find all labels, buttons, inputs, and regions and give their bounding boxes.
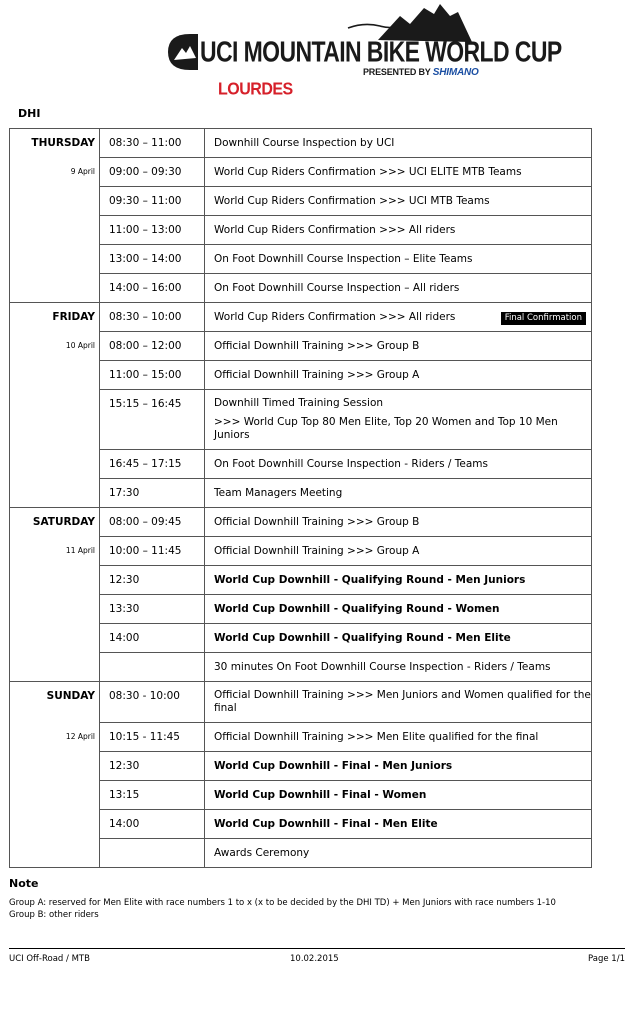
activity-cell <box>205 390 592 450</box>
time-cell <box>100 303 205 332</box>
activity-cell <box>205 245 592 274</box>
time-cell <box>100 158 205 187</box>
day-cell <box>10 361 100 390</box>
schedule-row <box>10 158 592 187</box>
time-text: 08:30 - 10:00 <box>109 690 180 702</box>
time-cell <box>100 653 205 682</box>
time-text: 12:30 <box>109 760 140 772</box>
day-cell <box>10 508 100 537</box>
activity-cell <box>205 752 592 781</box>
schedule-row <box>10 566 592 595</box>
time-text: 15:15 – 16:45 <box>109 398 182 410</box>
note-line-group-a: Group A: reserved for Men Elite with race numbers 1 to x (x to be decided by the DHI TD) + Men Juniors with race numbers 1-10 <box>9 898 556 908</box>
day-date: 12 April <box>65 731 95 741</box>
footer-left: UCI Off-Road / MTB <box>9 954 90 964</box>
day-name: SUNDAY <box>46 690 95 702</box>
day-name: FRIDAY <box>52 311 95 323</box>
logo-city: LOURDES <box>218 80 293 99</box>
time-cell <box>100 723 205 752</box>
note-title: Note <box>9 877 39 890</box>
final-confirmation-badge: Final Confirmation <box>501 312 586 325</box>
schedule-row <box>10 810 592 839</box>
activity-cell <box>205 839 592 868</box>
time-cell <box>100 682 205 723</box>
schedule-row <box>10 682 592 723</box>
day-cell <box>10 129 100 158</box>
schedule-table <box>9 128 592 868</box>
schedule-row <box>10 624 592 653</box>
time-text: 08:00 – 12:00 <box>109 340 182 352</box>
time-cell <box>100 390 205 450</box>
activity-text: Downhill Timed Training Session <box>214 397 384 409</box>
activity-cell <box>205 332 592 361</box>
footer-divider <box>9 948 625 949</box>
time-cell <box>100 595 205 624</box>
activity-cell <box>205 653 592 682</box>
activity-cell <box>205 723 592 752</box>
time-text: 08:30 – 11:00 <box>109 137 182 149</box>
activity-text: World Cup Downhill - Final - Men Elite <box>214 818 438 830</box>
time-cell <box>100 537 205 566</box>
day-cell <box>10 723 100 752</box>
day-date: 11 April <box>65 545 95 555</box>
time-text: 11:00 – 13:00 <box>109 224 182 236</box>
schedule-row <box>10 537 592 566</box>
activity-text: Official Downhill Training >>> Group A <box>214 545 420 557</box>
time-text: 12:30 <box>109 574 140 586</box>
time-text: 14:00 <box>109 632 140 644</box>
time-cell <box>100 274 205 303</box>
sponsor-name: SHIMANO <box>432 67 479 78</box>
activity-text: On Foot Downhill Course Inspection – Elite Teams <box>214 253 473 265</box>
time-cell <box>100 781 205 810</box>
time-text: 11:00 – 15:00 <box>109 369 182 381</box>
time-cell <box>100 479 205 508</box>
activity-cell <box>205 216 592 245</box>
logo-title: UCI MOUNTAIN BIKE WORLD CUP <box>200 35 562 68</box>
time-text: 13:00 – 14:00 <box>109 253 182 265</box>
schedule-row <box>10 245 592 274</box>
schedule-row <box>10 653 592 682</box>
day-date: 9 April <box>70 166 95 176</box>
activity-text: World Cup Riders Confirmation >>> UCI ELITE MTB Teams <box>214 166 522 178</box>
schedule-row <box>10 752 592 781</box>
note-line-group-b: Group B: other riders <box>9 910 99 920</box>
time-text: 10:00 – 11:45 <box>109 545 182 557</box>
time-cell <box>100 839 205 868</box>
activity-cell <box>205 624 592 653</box>
activity-text: On Foot Downhill Course Inspection - Riders / Teams <box>214 458 488 470</box>
time-cell <box>100 245 205 274</box>
time-text: 08:00 – 09:45 <box>109 516 182 528</box>
schedule-row <box>10 390 592 450</box>
day-cell <box>10 537 100 566</box>
activity-cell <box>205 274 592 303</box>
time-cell <box>100 566 205 595</box>
time-text: 13:30 <box>109 603 140 615</box>
time-cell <box>100 216 205 245</box>
activity-text: World Cup Downhill - Qualifying Round - Women <box>214 603 500 615</box>
schedule-row <box>10 781 592 810</box>
day-cell <box>10 390 100 450</box>
day-cell <box>10 752 100 781</box>
logo-presented-by <box>363 67 479 78</box>
time-cell <box>100 810 205 839</box>
activity-text: Team Managers Meeting <box>214 487 343 499</box>
schedule-row <box>10 508 592 537</box>
time-text: 17:30 <box>109 487 140 499</box>
time-text: 14:00 – 16:00 <box>109 282 182 294</box>
day-cell <box>10 653 100 682</box>
time-text <box>109 653 204 681</box>
day-cell <box>10 595 100 624</box>
activity-cell <box>205 595 592 624</box>
activity-cell <box>205 682 592 723</box>
activity-text: World Cup Downhill - Qualifying Round - Men Elite <box>214 632 511 644</box>
day-cell <box>10 682 100 723</box>
activity-text: World Cup Riders Confirmation >>> All riders <box>214 224 456 236</box>
schedule-row <box>10 274 592 303</box>
activity-subtext: >>> World Cup Top 80 Men Elite, Top 20 Women and Top 10 Men Juniors <box>214 416 558 441</box>
activity-cell <box>205 810 592 839</box>
day-cell <box>10 158 100 187</box>
day-cell <box>10 245 100 274</box>
time-text: 09:00 – 09:30 <box>109 166 182 178</box>
day-name: THURSDAY <box>31 137 95 149</box>
activity-cell <box>205 303 592 332</box>
schedule-row <box>10 129 592 158</box>
time-text: 14:00 <box>109 818 140 830</box>
time-cell <box>100 624 205 653</box>
activity-text: On Foot Downhill Course Inspection – All riders <box>214 282 460 294</box>
day-cell <box>10 479 100 508</box>
activity-text: Downhill Course Inspection by UCI <box>214 137 395 149</box>
schedule-row <box>10 216 592 245</box>
time-text: 16:45 – 17:15 <box>109 458 182 470</box>
activity-text: World Cup Downhill - Final - Men Juniors <box>214 760 453 772</box>
activity-text: World Cup Riders Confirmation >>> UCI MTB Teams <box>214 195 490 207</box>
day-date: 10 April <box>65 340 95 350</box>
schedule-row <box>10 839 592 868</box>
activity-text: Official Downhill Training >>> Group B <box>214 516 420 528</box>
time-text: 09:30 – 11:00 <box>109 195 182 207</box>
schedule-row <box>10 450 592 479</box>
activity-text: Official Downhill Training >>> Group A <box>214 369 420 381</box>
activity-cell <box>205 361 592 390</box>
day-cell <box>10 450 100 479</box>
day-cell <box>10 839 100 868</box>
day-cell <box>10 810 100 839</box>
activity-text: Official Downhill Training >>> Group B <box>214 340 420 352</box>
schedule-row <box>10 187 592 216</box>
activity-text: Official Downhill Training >>> Men Juniors and Women qualified for the final <box>214 689 591 714</box>
schedule-row <box>10 595 592 624</box>
time-cell <box>100 450 205 479</box>
time-cell <box>100 508 205 537</box>
activity-text: 30 minutes On Foot Downhill Course Inspection - Riders / Teams <box>214 661 551 673</box>
day-cell <box>10 624 100 653</box>
activity-text: World Cup Downhill - Final - Women <box>214 789 427 801</box>
day-cell <box>10 566 100 595</box>
time-cell <box>100 752 205 781</box>
time-cell <box>100 361 205 390</box>
schedule-row <box>10 723 592 752</box>
activity-cell <box>205 129 592 158</box>
section-title: DHI <box>18 107 41 120</box>
activity-text: World Cup Riders Confirmation >>> All riders <box>214 311 456 323</box>
footer-page-number: Page 1/1 <box>588 954 625 964</box>
day-cell <box>10 781 100 810</box>
time-cell <box>100 332 205 361</box>
activity-cell <box>205 450 592 479</box>
day-cell <box>10 274 100 303</box>
activity-cell <box>205 508 592 537</box>
schedule-row <box>10 361 592 390</box>
time-cell <box>100 129 205 158</box>
time-cell <box>100 187 205 216</box>
day-cell <box>10 187 100 216</box>
schedule-body <box>10 129 592 868</box>
schedule-row <box>10 332 592 361</box>
day-cell <box>10 216 100 245</box>
activity-cell <box>205 537 592 566</box>
footer-date: 10.02.2015 <box>290 954 339 964</box>
schedule-row <box>10 303 592 332</box>
day-cell <box>10 332 100 361</box>
day-cell <box>10 303 100 332</box>
activity-cell <box>205 479 592 508</box>
time-text: 13:15 <box>109 789 140 801</box>
time-text: 10:15 - 11:45 <box>109 731 180 743</box>
activity-cell <box>205 158 592 187</box>
presented-by-text: PRESENTED BY <box>363 67 431 77</box>
time-text <box>109 839 204 867</box>
activity-text: World Cup Downhill - Qualifying Round - Men Juniors <box>214 574 526 586</box>
activity-cell <box>205 187 592 216</box>
activity-cell <box>205 566 592 595</box>
activity-text: Official Downhill Training >>> Men Elite qualified for the final <box>214 731 539 743</box>
time-text: 08:30 – 10:00 <box>109 311 182 323</box>
activity-text: Awards Ceremony <box>214 847 310 859</box>
schedule-row <box>10 479 592 508</box>
activity-cell <box>205 781 592 810</box>
day-name: SATURDAY <box>32 516 95 528</box>
